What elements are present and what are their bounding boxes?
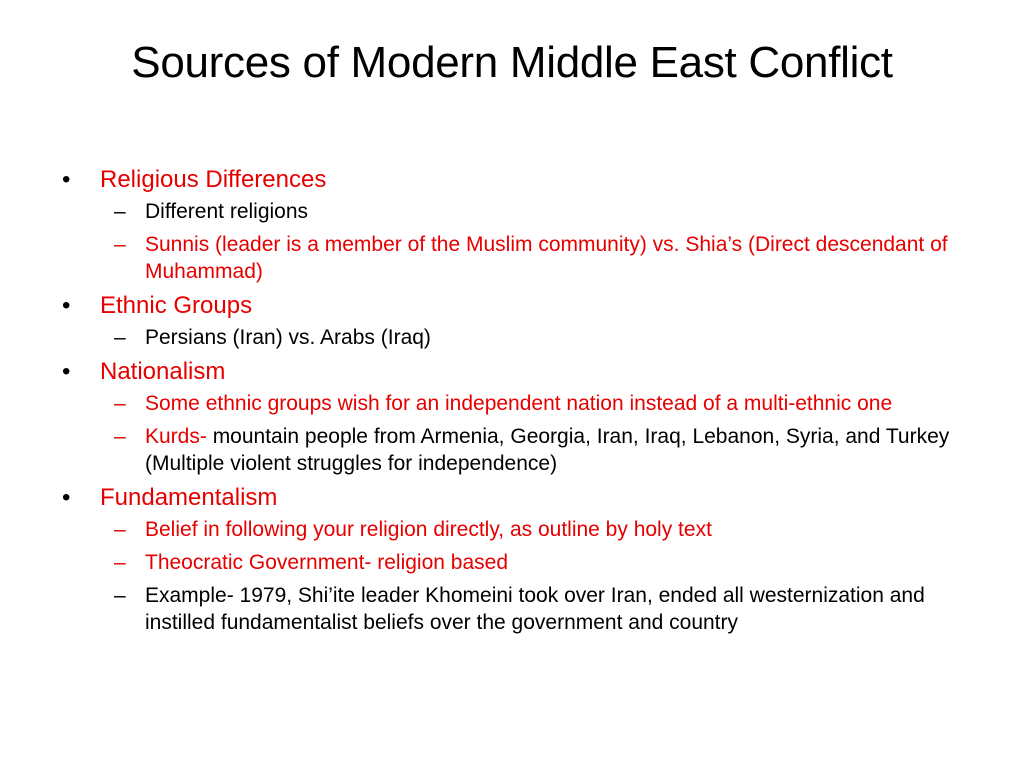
- sub-item-text: mountain people from Armenia, Georgia, Iran, Iraq, Lebanon, Syria, and Turkey (Multiple violent struggles for independence): [145, 425, 950, 475]
- dash-icon: –: [114, 200, 126, 223]
- sub-item-text: Some ethnic groups wish for an independent nation instead of a multi-ethnic one: [145, 392, 893, 415]
- section-heading: Fundamentalism: [100, 484, 278, 511]
- section-heading: Nationalism: [100, 358, 226, 385]
- sub-item-text: Theocratic Government- religion based: [145, 551, 509, 574]
- sub-item-text: Persians (Iran) vs. Arabs (Iraq): [145, 326, 431, 349]
- sub-item: [100, 582, 980, 636]
- section-religious-differences: [60, 165, 980, 285]
- sub-item: [100, 423, 980, 477]
- bullet-icon: •: [62, 166, 71, 193]
- dash-icon: –: [114, 518, 126, 541]
- dash-icon: –: [114, 233, 126, 256]
- sub-list: [100, 390, 980, 477]
- sub-item: [100, 549, 980, 576]
- dash-icon: –: [114, 425, 126, 448]
- dash-icon: –: [114, 392, 126, 415]
- sub-item-text: Belief in following your religion directly, as outline by holy text: [145, 518, 712, 541]
- sub-item-prefix: Kurds-: [145, 425, 207, 448]
- slide-title: Sources of Modern Middle East Conflict: [131, 38, 893, 87]
- sub-item-text: Different religions: [145, 200, 309, 223]
- bullet-icon: •: [62, 292, 71, 319]
- section-ethnic-groups: [60, 291, 980, 351]
- bullet-icon: •: [62, 484, 71, 511]
- sub-item: [100, 324, 980, 351]
- sub-item-text: Sunnis (leader is a member of the Muslim community) vs. Shia’s (Direct descendant of Muhammad): [145, 233, 948, 283]
- sub-item: [100, 198, 980, 225]
- sub-list: [100, 516, 980, 636]
- dash-icon: –: [114, 584, 126, 607]
- bullet-icon: •: [62, 358, 71, 385]
- section-fundamentalism: [60, 483, 980, 636]
- sub-list: [100, 324, 980, 351]
- sub-item: [100, 390, 980, 417]
- dash-icon: –: [114, 551, 126, 574]
- sub-list: [100, 198, 980, 285]
- sub-item: [100, 516, 980, 543]
- bullet-list: [60, 163, 980, 642]
- sub-item: [100, 231, 980, 285]
- section-heading: Ethnic Groups: [100, 292, 253, 319]
- section-heading: Religious Differences: [100, 166, 327, 193]
- section-nationalism: [60, 357, 980, 477]
- sub-item-text: Example- 1979, Shi’ite leader Khomeini took over Iran, ended all westernization and instilled fundamentalist beliefs over the government and country: [145, 584, 925, 634]
- dash-icon: –: [114, 326, 126, 349]
